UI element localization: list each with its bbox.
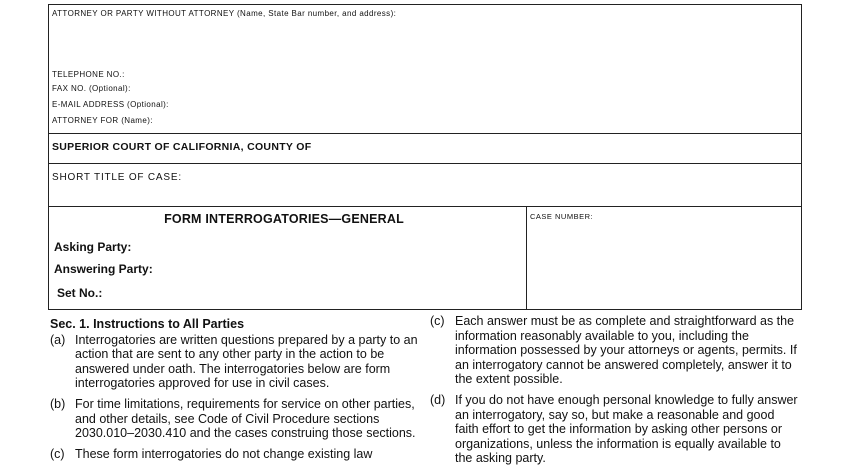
set-no-label[interactable]: Set No.: [57, 286, 103, 300]
instructions-left-column [50, 317, 426, 467]
instruction-b [50, 397, 426, 441]
party-cell [49, 207, 527, 310]
instruction-a-marker: (a) [50, 332, 66, 347]
instruction-a-text: Interrogatories are written questions prepared by a party to an action that are sent to any other party in the action to be answered under oath. The interrogatories below are form interrogatories approved for use in civil cases. [75, 332, 418, 391]
telephone-label: TELEPHONE NO.: [52, 70, 125, 79]
instruction-d-marker: (d) [430, 392, 446, 407]
instructions-right-column [430, 314, 800, 472]
instruction-d-text: If you do not have enough personal knowledge to fully answer an interrogatory, say so, but make a reasonable and good faith effort to get the information by asking other persons or organizations, unless the information is equally available to the asking party. [455, 392, 798, 466]
instruction-c-text: Each answer must be as complete and straightforward as the information reasonably available to you, including the information possessed by your attorneys or agents, permits. If an interrogatory cannot be answered completely, answer it to the extent possible. [455, 314, 797, 387]
short-title-section[interactable] [49, 164, 801, 207]
short-title-label: SHORT TITLE OF CASE: [52, 172, 182, 183]
attorney-label: ATTORNEY OR PARTY WITHOUT ATTORNEY (Name, State Bar number, and address): [52, 9, 397, 18]
instruction-b-text: For time limitations, requirements for service on other parties, and other details, see Code of Civil Procedure sections 2030.010–2030.410 and the cases construing those sections. [75, 396, 416, 441]
fax-label: FAX NO. (Optional): [52, 84, 131, 93]
instruction-c-marker: (c) [430, 314, 445, 328]
instruction-c-left [50, 447, 426, 462]
instruction-a [50, 333, 426, 391]
answering-party-label[interactable]: Answering Party: [54, 262, 153, 276]
instruction-d [430, 393, 800, 466]
case-number-label[interactable]: CASE NUMBER: [530, 212, 594, 221]
instruction-c-left-marker: (c) [50, 446, 65, 461]
title-section [49, 207, 801, 310]
section-heading: Sec. 1. Instructions to All Parties [50, 317, 245, 331]
form-title: FORM INTERROGATORIES—GENERAL [164, 212, 404, 226]
attorney-section[interactable] [49, 5, 801, 134]
attorney-for-label: ATTORNEY FOR (Name): [52, 116, 153, 125]
instruction-c-left-text: These form interrogatories do not change existing law [75, 446, 373, 461]
email-label: E-MAIL ADDRESS (Optional): [52, 100, 169, 109]
asking-party-label[interactable]: Asking Party: [54, 240, 132, 254]
court-section[interactable] [49, 134, 801, 164]
instruction-c [430, 314, 800, 387]
instruction-b-marker: (b) [50, 396, 66, 411]
court-label: SUPERIOR COURT OF CALIFORNIA, COUNTY OF [52, 141, 312, 153]
form-header-box [48, 4, 802, 310]
